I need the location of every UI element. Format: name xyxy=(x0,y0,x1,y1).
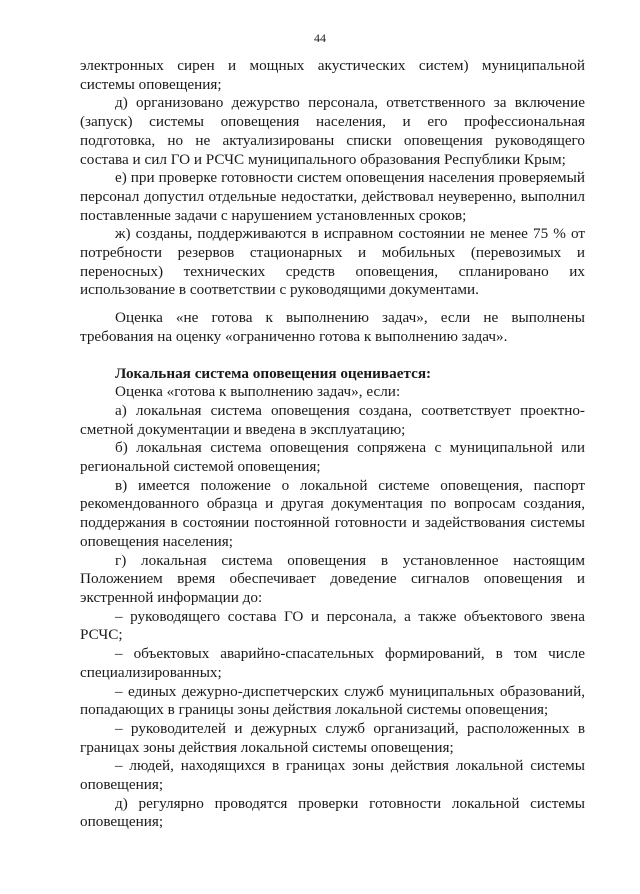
dash-item: – руководящего состава ГО и персонала, а также объектового звена РСЧС; xyxy=(80,607,585,644)
list-item: а) локальная система оповещения создана, соответствует проектно-сметной документации и введена в эксплуатацию; xyxy=(80,401,585,438)
dash-item: – единых дежурно-диспетчерских служб муниципальных образований, попадающих в границы зоны действия локальной системы оповещения; xyxy=(80,682,585,719)
section-heading: Локальная система оповещения оценивается: xyxy=(115,364,432,382)
document-body xyxy=(80,57,585,832)
paragraph: д) организовано дежурство персонала, ответственного за включение (запуск) системы оповещения населения, и его профессиональная подготовка, но не актуализированы списки оповещения руководящего состава и сил ГО и РСЧС муниципального образования Республики Крым; xyxy=(80,94,585,168)
dash-item: – руководителей и дежурных служб организаций, расположенных в границах зоны действия локальной системы оповещения; xyxy=(80,719,585,756)
list-item: б) локальная система оповещения сопряжена с муниципальной или региональной системой оповещения; xyxy=(80,439,585,476)
paragraph: Оценка «не готова к выполнению задач», если не выполнены требования на оценку «ограниченно готова к выполнению задач». xyxy=(80,309,585,345)
paragraph: Оценка «готова к выполнению задач», если: xyxy=(115,383,401,401)
list-item: д) регулярно проводятся проверки готовности локальной системы оповещения; xyxy=(80,794,585,831)
paragraph: е) при проверке готовности систем оповещения населения проверяемый персонал допустил отдельные недостатки, действовал неуверенно, выполнил поставленные задачи с нарушением установленных сроков; xyxy=(80,169,585,224)
dash-item: – людей, находящихся в границах зоны действия локальной системы оповещения; xyxy=(80,757,585,794)
list-item: в) имеется положение о локальной системе оповещения, паспорт рекомендованного образца и другая документация по вопросам создания, поддержания в состоянии постоянной готовности и задействования системы оповещения населения; xyxy=(80,476,585,550)
paragraph: электронных сирен и мощных акустических систем) муниципальной системы оповещения; xyxy=(80,57,585,93)
dash-item: – объектовых аварийно-спасательных формирований, в том числе специализированных; xyxy=(80,645,585,681)
paragraph: ж) созданы, поддерживаются в исправном состоянии не менее 75 % от потребности резервов стационарных и мобильных (перевозимых и переносных) технических средств оповещения, спланировано их использование в соответствии с руководящими документами. xyxy=(80,225,585,299)
list-item: г) локальная система оповещения в установленное настоящим Положением время обеспечивает доведение сигналов оповещения и экстренной информации до: xyxy=(80,551,585,606)
page-number: 44 xyxy=(314,31,326,45)
